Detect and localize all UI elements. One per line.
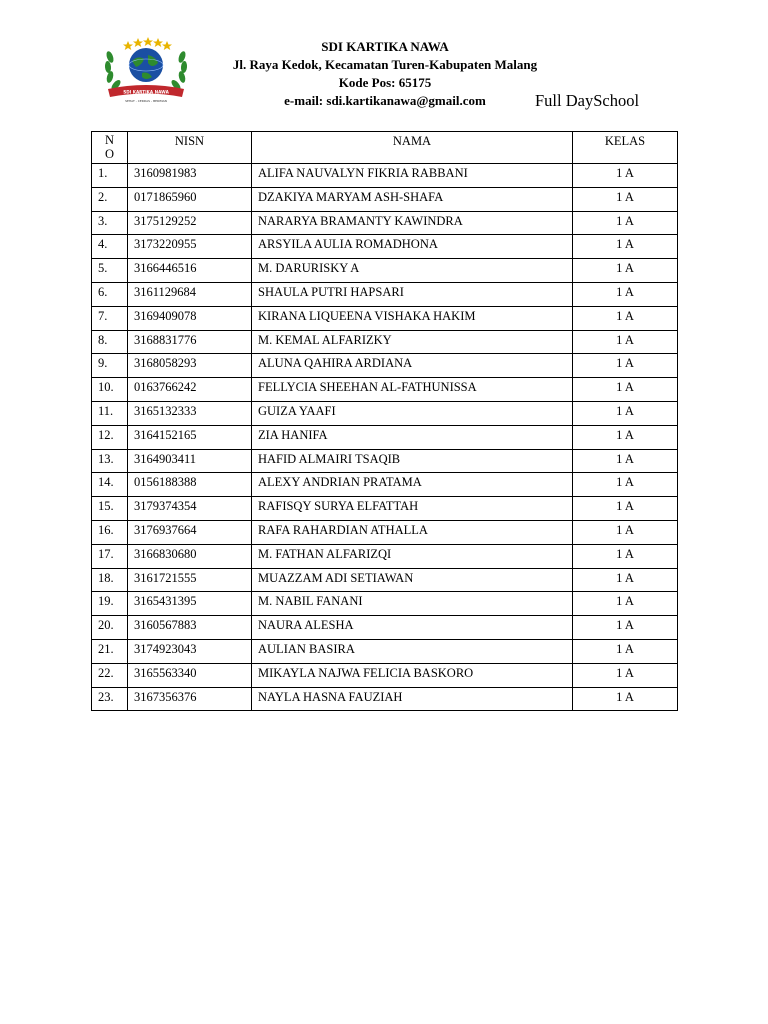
table-header-row — [92, 132, 678, 164]
cell-no: 3. — [92, 211, 128, 235]
table-row — [92, 378, 678, 402]
cell-nama: MUAZZAM ADI SETIAWAN — [252, 568, 573, 592]
cell-nisn: 3167356376 — [128, 687, 252, 711]
cell-kelas: 1 A — [573, 497, 678, 521]
cell-nama: ALEXY ANDRIAN PRATAMA — [252, 473, 573, 497]
table-row — [92, 639, 678, 663]
cell-nama: RAFISQY SURYA ELFATTAH — [252, 497, 573, 521]
cell-no: 13. — [92, 449, 128, 473]
table-row — [92, 425, 678, 449]
cell-nisn: 3160981983 — [128, 164, 252, 188]
cell-kelas: 1 A — [573, 639, 678, 663]
cell-no: 17. — [92, 544, 128, 568]
cell-nama: FELLYCIA SHEEHAN AL-FATHUNISSA — [252, 378, 573, 402]
cell-kelas: 1 A — [573, 259, 678, 283]
cell-nisn: 3164152165 — [128, 425, 252, 449]
cell-nama: M. DARURISKY A — [252, 259, 573, 283]
cell-no: 19. — [92, 592, 128, 616]
cell-no: 11. — [92, 401, 128, 425]
cell-nama: MIKAYLA NAJWA FELICIA BASKORO — [252, 663, 573, 687]
cell-nisn: 3168831776 — [128, 330, 252, 354]
cell-nama: ARSYILA AULIA ROMADHONA — [252, 235, 573, 259]
table-row — [92, 401, 678, 425]
cell-nisn: 3168058293 — [128, 354, 252, 378]
table-row — [92, 211, 678, 235]
table-row — [92, 568, 678, 592]
cell-nisn: 3161129684 — [128, 282, 252, 306]
cell-nisn: 3173220955 — [128, 235, 252, 259]
header-kelas: KELAS — [573, 132, 678, 164]
cell-no: 1. — [92, 164, 128, 188]
table-row — [92, 687, 678, 711]
table-row — [92, 663, 678, 687]
table-row — [92, 354, 678, 378]
school-email: e-mail: sdi.kartikanawa@gmail.com — [284, 93, 486, 108]
cell-nama: DZAKIYA MARYAM ASH-SHAFA — [252, 187, 573, 211]
cell-kelas: 1 A — [573, 568, 678, 592]
cell-kelas: 1 A — [573, 211, 678, 235]
cell-kelas: 1 A — [573, 187, 678, 211]
cell-nama: NAURA ALESHA — [252, 616, 573, 640]
cell-nama: M. NABIL FANANI — [252, 592, 573, 616]
cell-kelas: 1 A — [573, 520, 678, 544]
cell-kelas: 1 A — [573, 330, 678, 354]
cell-no: 7. — [92, 306, 128, 330]
cell-nama: ALUNA QAHIRA ARDIANA — [252, 354, 573, 378]
cell-no: 20. — [92, 616, 128, 640]
header-no-line1: N — [104, 133, 115, 147]
cell-nisn: 0171865960 — [128, 187, 252, 211]
cell-kelas: 1 A — [573, 663, 678, 687]
cell-nisn: 3166830680 — [128, 544, 252, 568]
cell-nisn: 3165431395 — [128, 592, 252, 616]
cell-no: 23. — [92, 687, 128, 711]
cell-nisn: 3164903411 — [128, 449, 252, 473]
cell-kelas: 1 A — [573, 282, 678, 306]
table-row — [92, 235, 678, 259]
cell-nisn: 0163766242 — [128, 378, 252, 402]
school-address: Jl. Raya Kedok, Kecamatan Turen-Kabupaten Malang — [232, 57, 538, 72]
table-row — [92, 187, 678, 211]
table-row — [92, 330, 678, 354]
cell-nisn: 3175129252 — [128, 211, 252, 235]
cell-kelas: 1 A — [573, 378, 678, 402]
cell-nama: ALIFA NAUVALYN FIKRIA RABBANI — [252, 164, 573, 188]
table-row — [92, 544, 678, 568]
school-name: SDI KARTIKA NAWA — [321, 39, 449, 54]
cell-kelas: 1 A — [573, 401, 678, 425]
cell-no: 21. — [92, 639, 128, 663]
cell-nama: HAFID ALMAIRI TSAQIB — [252, 449, 573, 473]
table-row — [92, 449, 678, 473]
cell-nisn: 3165563340 — [128, 663, 252, 687]
cell-kelas: 1 A — [573, 473, 678, 497]
table-row — [92, 306, 678, 330]
cell-nama: KIRANA LIQUEENA VISHAKA HAKIM — [252, 306, 573, 330]
cell-nama: M. KEMAL ALFARIZKY — [252, 330, 573, 354]
student-roster-table — [91, 131, 678, 711]
svg-text:SEHAT - CERDAS - BERIMAN: SEHAT - CERDAS - BERIMAN — [125, 99, 167, 103]
cell-no: 10. — [92, 378, 128, 402]
cell-nama: AULIAN BASIRA — [252, 639, 573, 663]
header-no — [92, 132, 128, 164]
table-row — [92, 259, 678, 283]
table-row — [92, 520, 678, 544]
cell-kelas: 1 A — [573, 306, 678, 330]
cell-no: 9. — [92, 354, 128, 378]
postal-code: Kode Pos: 65175 — [338, 75, 432, 90]
cell-nisn: 0156188388 — [128, 473, 252, 497]
table-row — [92, 592, 678, 616]
cell-nisn: 3160567883 — [128, 616, 252, 640]
cell-kelas: 1 A — [573, 164, 678, 188]
table-row — [92, 616, 678, 640]
school-letterhead — [200, 38, 570, 110]
cell-no: 2. — [92, 187, 128, 211]
cell-no: 18. — [92, 568, 128, 592]
table-row — [92, 497, 678, 521]
header-nisn: NISN — [128, 132, 252, 164]
table-body — [92, 164, 678, 711]
svg-text:SDI KARTIKA NAWA: SDI KARTIKA NAWA — [123, 89, 169, 95]
cell-kelas: 1 A — [573, 544, 678, 568]
cell-no: 15. — [92, 497, 128, 521]
cell-nisn: 3176937664 — [128, 520, 252, 544]
cell-no: 6. — [92, 282, 128, 306]
cell-kelas: 1 A — [573, 616, 678, 640]
cell-no: 16. — [92, 520, 128, 544]
cell-kelas: 1 A — [573, 425, 678, 449]
cell-nama: ZIA HANIFA — [252, 425, 573, 449]
cell-nama: NAYLA HASNA FAUZIAH — [252, 687, 573, 711]
cell-no: 22. — [92, 663, 128, 687]
cell-no: 4. — [92, 235, 128, 259]
table-row — [92, 282, 678, 306]
cell-nama: RAFA RAHARDIAN ATHALLA — [252, 520, 573, 544]
cell-no: 12. — [92, 425, 128, 449]
cell-kelas: 1 A — [573, 449, 678, 473]
cell-nisn: 3179374354 — [128, 497, 252, 521]
header-nama: NAMA — [252, 132, 573, 164]
cell-nama: SHAULA PUTRI HAPSARI — [252, 282, 573, 306]
cell-nisn: 3169409078 — [128, 306, 252, 330]
cell-nama: NARARYA BRAMANTY KAWINDRA — [252, 211, 573, 235]
cell-nisn: 3161721555 — [128, 568, 252, 592]
table-row — [92, 473, 678, 497]
cell-nama: M. FATHAN ALFARIZQI — [252, 544, 573, 568]
cell-kelas: 1 A — [573, 354, 678, 378]
cell-kelas: 1 A — [573, 235, 678, 259]
school-emblem-icon — [102, 35, 190, 105]
cell-no: 5. — [92, 259, 128, 283]
table-row — [92, 164, 678, 188]
cell-nama: GUIZA YAAFI — [252, 401, 573, 425]
cell-kelas: 1 A — [573, 687, 678, 711]
cell-nisn: 3166446516 — [128, 259, 252, 283]
cell-no: 8. — [92, 330, 128, 354]
cell-nisn: 3165132333 — [128, 401, 252, 425]
cell-nisn: 3174923043 — [128, 639, 252, 663]
cell-no: 14. — [92, 473, 128, 497]
cell-kelas: 1 A — [573, 592, 678, 616]
tagline: Full DaySchool — [535, 91, 640, 110]
header-no-line2: O — [104, 147, 115, 161]
